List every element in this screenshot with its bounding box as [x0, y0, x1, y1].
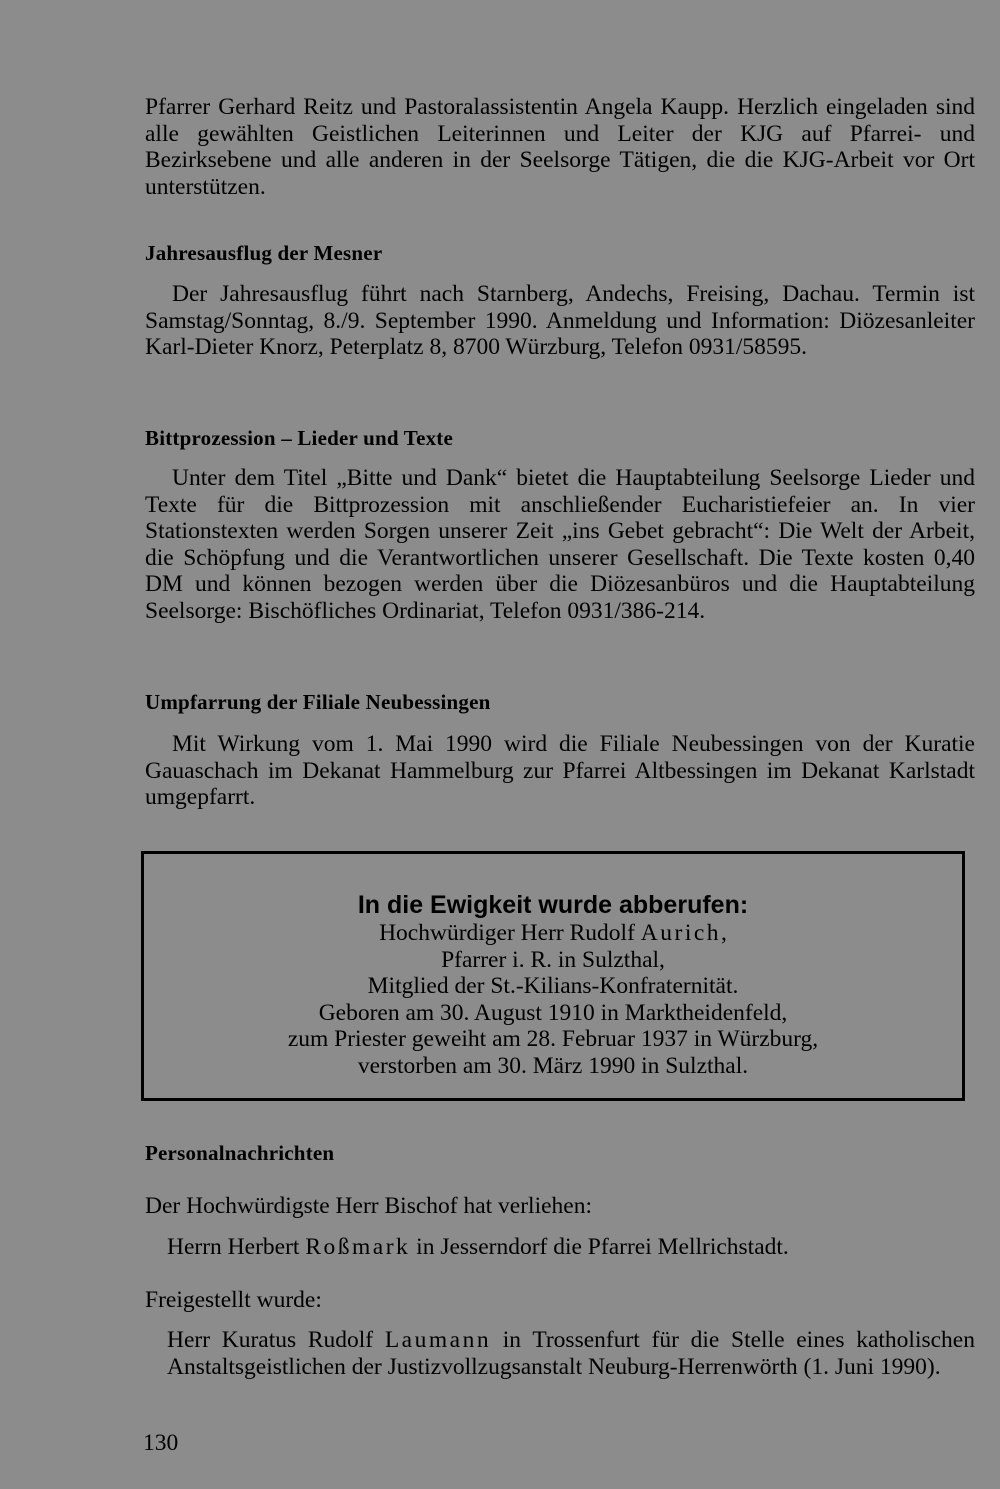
paragraph-mesner: Der Jahresausflug führt nach Starnberg, Andechs, Freising, Dachau. Termin ist Samstag/Sonntag, 8./9. September 1990. Anmeldung und Information: Diözesanleiter Karl-Dieter Knorz, Peterplatz 8, 8700 Würzburg, Telefon 0931/58595.	[145, 281, 975, 360]
obituary-line-4: Geboren am 30. August 1910 in Marktheidenfeld,	[318, 999, 788, 1026]
heading-mesner: Jahresausflug der Mesner	[145, 241, 383, 265]
paragraph-bittprozession: Unter dem Titel „Bitte und Dank“ bietet die Hauptabteilung Seelsorge Lieder und Texte für die Bittprozession mit anschließender Eucharistiefeier an. In vier Stationstexten werden Sorgen unserer Zeit „ins Gebet gebracht“: Die Welt der Arbeit, die Schöpfung und die Verantwortlichen unserer Gesellschaft. Die Texte kosten 0,40 DM und können bezogen werden über die Diözesanbüros und die Hauptabteilung Seelsorge: Bischöfliches Ordinariat, Telefon 0931/386-214.	[145, 465, 975, 624]
obituary-box	[141, 851, 965, 1101]
verliehen-suffix: in Jesserndorf die Pfarrei Mellrichstadt.	[410, 1234, 789, 1260]
obituary-line-1-suffix: ,	[721, 920, 727, 946]
obituary-line-3: Mitglied der St.-Kilians-Konfraternität.	[367, 973, 739, 999]
heading-bittprozession: Bittprozession – Lieder und Texte	[145, 426, 454, 450]
obituary-line-1-prefix: Hochwürdiger Herr Rudolf	[379, 920, 641, 946]
intro-paragraph: Pfarrer Gerhard Reitz und Pastoralassistentin Angela Kaupp. Herzlich eingeladen sind alle gewählten Geistlichen Leiterinnen und Leiter der KJG auf Pfarrei- und Bezirksebene und alle anderen in der Seelsorge Tätigen, die die KJG-Arbeit vor Ort unterstützen.	[145, 94, 975, 200]
verliehen-intro: Der Hochwürdigste Herr Bischof hat verliehen:	[145, 1193, 593, 1219]
heading-personalnachrichten: Personalnachrichten	[145, 1141, 335, 1165]
freigestellt-prefix: Herr Kuratus Rudolf	[167, 1327, 385, 1353]
verliehen-name: Roßmark	[305, 1234, 411, 1260]
verliehen-entry	[167, 1234, 975, 1261]
obituary-line-6: verstorben am 30. März 1990 in Sulzthal.	[357, 1052, 749, 1079]
freigestellt-suffix: in Trossenfurt für die Stelle eines katholischen Anstaltsgeistlichen der Justizvollzugsanstalt Neuburg-Herrenwörth (1. Juni 1990).	[167, 1327, 975, 1380]
deceased-name: Aurich	[640, 920, 722, 946]
heading-umpfarrung: Umpfarrung der Filiale Neubessingen	[145, 690, 491, 714]
freigestellt-entry	[167, 1327, 975, 1380]
verliehen-prefix: Herrn Herbert	[167, 1234, 306, 1260]
obituary-title: In die Ewigkeit wurde abberufen:	[357, 891, 749, 919]
obituary-line-5: zum Priester geweiht am 28. Februar 1937 in Würzburg,	[287, 1026, 819, 1052]
obituary-line-1	[144, 920, 962, 947]
freigestellt-name: Laumann	[384, 1327, 492, 1353]
obituary-text	[144, 920, 962, 1079]
page-number: 130	[143, 1430, 179, 1456]
freigestellt-intro: Freigestellt wurde:	[145, 1287, 322, 1313]
obituary-line-2: Pfarrer i. R. in Sulzthal,	[441, 946, 665, 973]
paragraph-umpfarrung: Mit Wirkung vom 1. Mai 1990 wird die Filiale Neubessingen von der Kuratie Gauaschach im Dekanat Hammelburg zur Pfarrei Altbessingen im Dekanat Karlstadt umgepfarrt.	[145, 731, 975, 810]
